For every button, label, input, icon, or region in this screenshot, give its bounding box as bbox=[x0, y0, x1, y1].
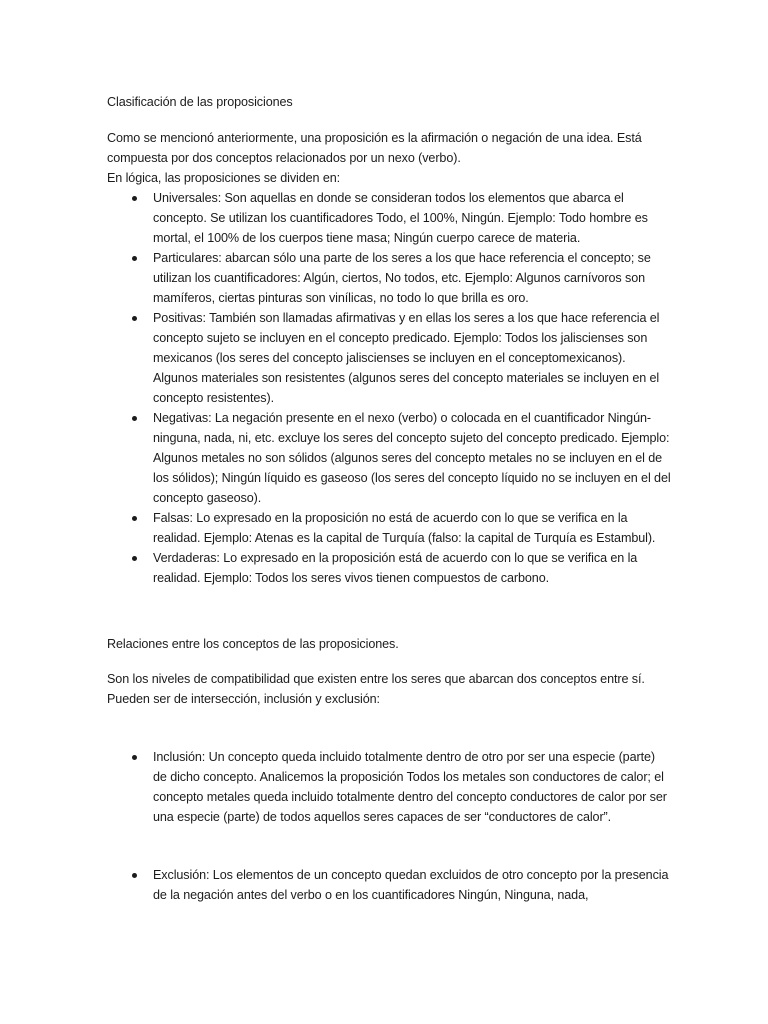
list-item-text: Inclusión: Un concepto queda incluido totalmente dentro de otro por ser una especie (parte) de dicho concepto. Analicemos la proposición Todos los metales son conductores de calor; el concepto metales queda incluido totalmente dentro del concepto conductores de calor por ser una especie (parte) de todos aquellos seres capaces de ser “conductores de calor”. bbox=[153, 750, 667, 824]
list-item-text: Particulares: abarcan sólo una parte de los seres a los que hace referencia el concepto; se utilizan los cuantificadores: Algún, ciertos, No todos, etc. Ejemplo: Algunos carnívoros son mamíferos, ciertas pinturas son vinílicas, no todo lo que brilla es oro. bbox=[153, 251, 651, 305]
heading-relaciones: Relaciones entre los conceptos de las proposiciones. bbox=[107, 637, 399, 651]
proposition-types-list bbox=[107, 188, 672, 588]
heading-clasificacion: Clasificación de las proposiciones bbox=[107, 95, 293, 109]
list-item-text: Universales: Son aquellas en donde se consideran todos los elementos que abarca el concepto. Se utilizan los cuantificadores Todo, el 100%, Ningún. Ejemplo: Todo hombre es mortal, el 100% de los cuerpos tiene masa; Ningún cuerpo carece de materia. bbox=[153, 191, 648, 245]
list-item-universales bbox=[107, 188, 672, 248]
bullet-icon bbox=[132, 873, 137, 878]
bullet-icon bbox=[132, 316, 137, 321]
bullet-icon bbox=[132, 196, 137, 201]
document-content bbox=[107, 92, 672, 905]
list-item-positivas bbox=[107, 308, 672, 408]
list-item-text: Verdaderas: Lo expresado en la proposición está de acuerdo con lo que se verifica en la realidad. Ejemplo: Todos los seres vivos tienen compuestos de carbono. bbox=[153, 551, 638, 585]
list-item-falsas bbox=[107, 508, 672, 548]
list-item-verdaderas bbox=[107, 548, 672, 588]
intro-list-lead: En lógica, las proposiciones se dividen en: bbox=[107, 171, 341, 185]
relations-list bbox=[107, 747, 672, 905]
relaciones-intro-paragraph: Son los niveles de compatibilidad que existen entre los seres que abarcan dos conceptos entre sí. Pueden ser de intersección, inclusión y exclusión: bbox=[107, 672, 645, 706]
list-item-text: Negativas: La negación presente en el nexo (verbo) o colocada en el cuantificador Ningún-ninguna, nada, ni, etc. excluye los seres del concepto sujeto del concepto predicado. Ejemplo: Algunos metales no son sólidos (algunos seres del concepto metales no se incluyen en el de los sólidos); Ningún líquido es gaseoso (los seres del concepto líquido no se incluyen en el del concepto gaseoso). bbox=[153, 411, 671, 505]
list-item-text: Falsas: Lo expresado en la proposición no está de acuerdo con lo que se verifica en la realidad. Ejemplo: Atenas es la capital de Turquía (falso: la capital de Turquía es Estambul). bbox=[153, 511, 656, 545]
list-item-negativas bbox=[107, 408, 672, 508]
list-item-text: Positivas: También son llamadas afirmativas y en ellas los seres a los que hace referencia el concepto sujeto se incluyen en el concepto predicado. Ejemplo: Todos los jaliscienses son mexicanos (los seres del concepto jaliscienses se incluyen en el conceptomexicanos). Algunos materiales son resistentes (algunos seres del concepto materiales se incluyen en el concepto resistentes). bbox=[153, 311, 660, 405]
list-item-exclusion bbox=[107, 865, 672, 905]
bullet-icon bbox=[132, 516, 137, 521]
bullet-icon bbox=[132, 256, 137, 261]
bullet-icon bbox=[132, 556, 137, 561]
list-item-inclusion bbox=[107, 747, 672, 827]
bullet-icon bbox=[132, 755, 137, 760]
intro-paragraph: Como se mencionó anteriormente, una proposición es la afirmación o negación de una idea. Está compuesta por dos conceptos relacionados por un nexo (verbo). bbox=[107, 131, 642, 165]
list-item-particulares bbox=[107, 248, 672, 308]
list-item-text: Exclusión: Los elementos de un concepto quedan excluidos de otro concepto por la presencia de la negación antes del verbo o en los cuantificadores Ningún, Ninguna, nada, bbox=[153, 868, 669, 902]
bullet-icon bbox=[132, 416, 137, 421]
